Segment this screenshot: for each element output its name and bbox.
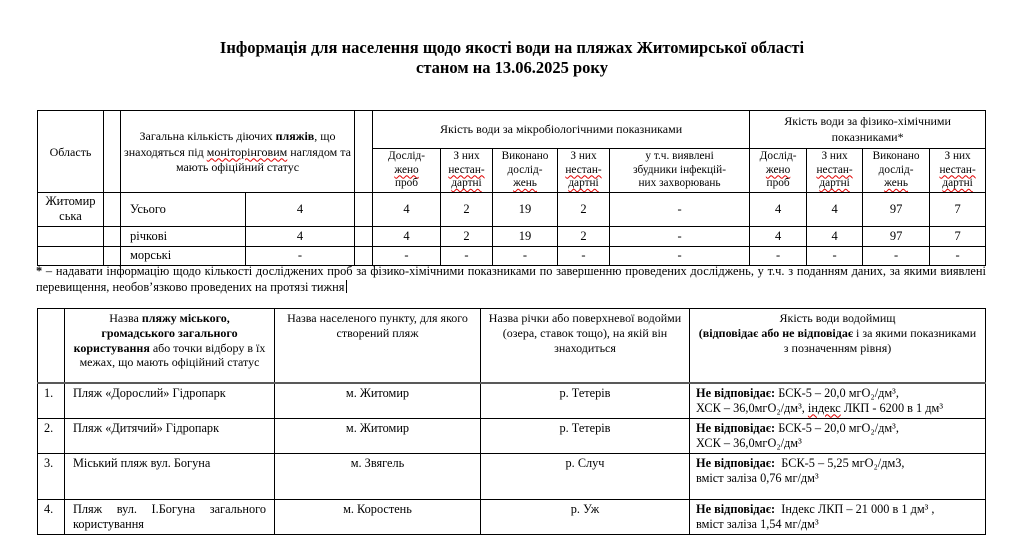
row-number-cell: 4. [38, 499, 65, 534]
settlement-cell: м. Коростень [275, 499, 481, 534]
river-cell: р. Тетерів [481, 418, 690, 453]
value-cell: 97 [863, 192, 930, 226]
beach-name-column-header: Назва пляжу міського, громадського загального користування або точки відбору в їх межах, що мають офіційний статус [65, 309, 275, 383]
value-cell: 4 [807, 226, 863, 246]
beach-name-cell: Пляж вул. І.Богуна загального користування [65, 499, 275, 534]
footnote [36, 264, 986, 295]
value-cell: - [750, 246, 807, 265]
beaches-summary-table [37, 110, 986, 266]
col-header-micro-nonstandard-1: З них нестан- дартні [441, 149, 493, 193]
settlement-cell: м. Звягель [275, 453, 481, 499]
value-cell: 19 [493, 226, 558, 246]
table-row [38, 383, 986, 419]
col-header-micro-nonstandard-2: З них нестан- дартні [558, 149, 610, 193]
row-number-cell: 2. [38, 418, 65, 453]
table-row [38, 418, 986, 453]
value-cell: - [610, 192, 750, 226]
oblast-cell [38, 226, 104, 246]
value-cell: 4 [373, 192, 441, 226]
table-row [38, 499, 986, 534]
water-quality-cell: Не відповідає: БСК-5 – 20,0 мгО₂/дм³, ХСК – 36,0мгО₂/дм³ [690, 418, 986, 453]
river-cell: р. Уж [481, 499, 690, 534]
value-cell: - [807, 246, 863, 265]
misspelled-word: дартні [819, 177, 850, 189]
misspelled-word: жень [884, 177, 909, 189]
spacer-cell [355, 111, 373, 193]
value-cell: - [610, 226, 750, 246]
misspelled-word: моніторінговим [206, 144, 288, 159]
river-cell: р. Случ [481, 453, 690, 499]
misspelled-word: жень [513, 177, 537, 189]
table-row [38, 192, 986, 226]
count-cell: - [246, 246, 355, 265]
category-cell: річкові [121, 226, 246, 246]
value-cell: 7 [930, 226, 986, 246]
beach-name-cell: Пляж «Дорослий» Гідропарк [65, 383, 275, 419]
table-row [38, 226, 986, 246]
misspelled-word: дартні [451, 177, 482, 189]
beach-name-cell: Пляж «Дитячий» Гідропарк [65, 418, 275, 453]
oblast-cell [38, 246, 104, 265]
spacer-cell [104, 226, 121, 246]
value-cell: - [493, 246, 558, 265]
col-header-chem-samples-tested: Дослід- жено проб [750, 149, 807, 193]
row-number-cell: 3. [38, 453, 65, 499]
value-cell: - [610, 246, 750, 265]
value-cell: 4 [750, 226, 807, 246]
value-cell: 2 [441, 226, 493, 246]
value-cell: 2 [441, 192, 493, 226]
title-line-1: Інформація для населення щодо якості води на пляжах Житомирської області [219, 38, 805, 57]
misspelled-word: жено [394, 163, 419, 176]
misspelled-word: жено [765, 163, 791, 176]
water-quality-cell: Не відповідає: БСК-5 – 5,25 мгО₂/дм3, вміст заліза 0,76 мг/дм³ [690, 453, 986, 499]
value-cell: 4 [807, 192, 863, 226]
value-cell: - [558, 246, 610, 265]
value-cell: 4 [750, 192, 807, 226]
value-cell: - [441, 246, 493, 265]
value-cell: - [863, 246, 930, 265]
row-number-column-header [38, 309, 65, 383]
row-number-cell: 1. [38, 383, 65, 419]
value-cell: 2 [558, 192, 610, 226]
title-line-2: станом на 13.06.2025 року [416, 57, 608, 77]
spacer-cell [104, 192, 121, 226]
spacer-cell [355, 226, 373, 246]
oblast-column-header: Область [38, 111, 104, 193]
category-cell: морські [121, 246, 246, 265]
col-header-chem-nonstandard-1: З них нестан- дартні [807, 149, 863, 193]
col-header-chem-nonstandard-2: З них нестан- дартні [930, 149, 986, 193]
table-row [38, 246, 986, 265]
river-cell: р. Тетерів [481, 383, 690, 419]
value-cell: 19 [493, 192, 558, 226]
value-cell: 2 [558, 226, 610, 246]
value-cell: 4 [373, 226, 441, 246]
value-cell: - [373, 246, 441, 265]
category-cell: Усього [121, 192, 246, 226]
misspelled-word: індекс [807, 400, 841, 415]
settlement-cell: м. Житомир [275, 418, 481, 453]
col-header-micro-samples-tested: Дослід- жено проб [373, 149, 441, 193]
settlement-column-header: Назва населеного пункту, для якого створений пляж [275, 309, 481, 383]
chem-quality-group-header: Якість води за фізико-хімічними показниками* [750, 111, 986, 149]
col-header-micro-tests-done: Виконано дослід- жень [493, 149, 558, 193]
misspelled-word: нестан- [448, 163, 485, 176]
document-title [0, 38, 1024, 77]
spacer-cell [355, 246, 373, 265]
water-quality-cell: Не відповідає: БСК-5 – 20,0 мгО₂/дм³, ХСК – 36,0мгО₂/дм³, індекс ЛКП - 6200 в 1 дм³ [690, 383, 986, 419]
count-cell: 4 [246, 192, 355, 226]
spacer-cell [355, 192, 373, 226]
misspelled-word: нестан- [816, 163, 853, 176]
value-cell: - [930, 246, 986, 265]
spacer-cell [104, 111, 121, 193]
value-cell: 97 [863, 226, 930, 246]
misspelled-word: нестан- [565, 163, 602, 176]
river-column-header: Назва річки або поверхневої водойми (озера, ставок тощо), на якій він знаходиться [481, 309, 690, 383]
footnote-marker: * [36, 264, 43, 278]
table-row [38, 453, 986, 499]
beach-name-cell: Міський пляж вул. Богуна [65, 453, 275, 499]
misspelled-word: нестан- [939, 163, 976, 176]
count-cell: 4 [246, 226, 355, 246]
water-quality-cell: Не відповідає: Індекс ЛКП – 21 000 в 1 дм³ , вміст заліза 1,54 мг/дм³ [690, 499, 986, 534]
settlement-cell: м. Житомир [275, 383, 481, 419]
spacer-cell [104, 246, 121, 265]
total-beaches-column-header: Загальна кількість діючих пляжів, що знаходяться під моніторінговим наглядом та мають офіційний статус [121, 111, 355, 193]
oblast-cell: Житомир ська [38, 192, 104, 226]
col-header-chem-tests-done: Виконано дослід- жень [863, 149, 930, 193]
misspelled-word: дартні [568, 177, 599, 189]
value-cell: 7 [930, 192, 986, 226]
footnote-text: – надавати інформацію щодо кількості досліджених проб за фізико-хімічними показниками по завершенню проведених досліджень, у т.ч. з поданням даних, за якими виявлені перевищення, необов’язково проведених на протязі тижня [36, 264, 986, 294]
col-header-infectious-agents: у т.ч. виявлені збудники інфекцій- них захворювань [610, 149, 750, 193]
micro-quality-group-header: Якість води за мікробіологічними показниками [373, 111, 750, 149]
misspelled-word: дартні [942, 177, 973, 189]
text-cursor [346, 280, 347, 293]
water-quality-column-header: Якість води водоймищ (відповідає або не відповідає і за якими показниками з позначенням рівня) [690, 309, 986, 383]
beaches-detail-table [37, 308, 986, 535]
